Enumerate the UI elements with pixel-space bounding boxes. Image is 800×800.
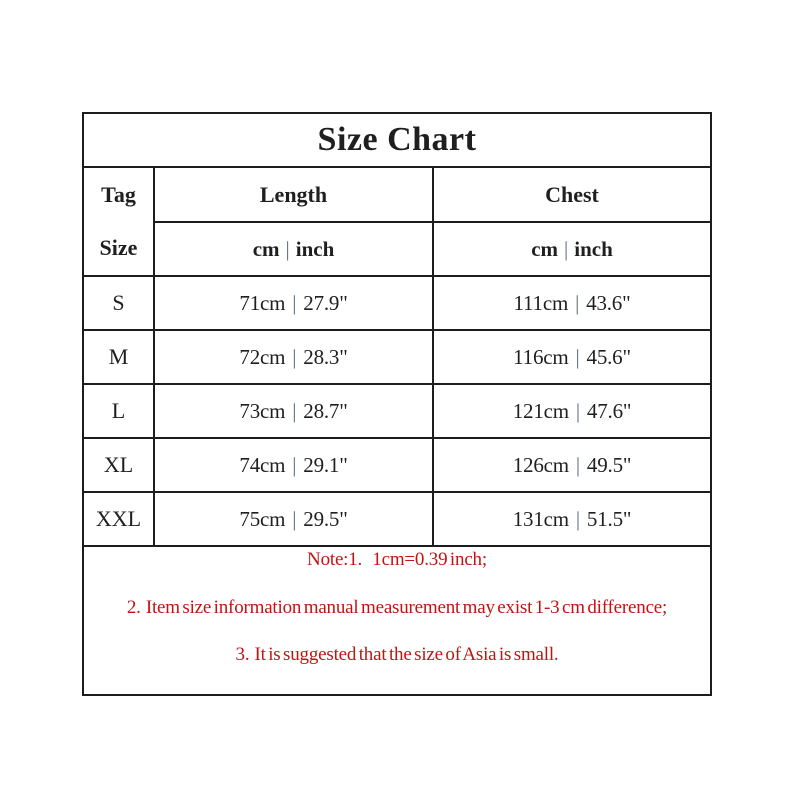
pipe-separator: | xyxy=(564,236,569,261)
length-inch-value: 27.9" xyxy=(303,290,348,315)
length-cm-value: 72cm xyxy=(239,344,286,369)
length-value-cell xyxy=(154,276,433,330)
table-row-m xyxy=(83,330,711,384)
notes-section xyxy=(83,546,711,695)
chest-inch-value: 47.6" xyxy=(586,398,632,423)
unit-header-row xyxy=(83,222,711,276)
pipe-separator: | xyxy=(292,344,297,369)
length-unit-header xyxy=(154,222,433,276)
length-value-cell xyxy=(154,438,433,492)
chest-column-header: Chest xyxy=(433,167,711,222)
size-label-cell: XXL xyxy=(83,492,154,546)
size-label-cell: M xyxy=(83,330,154,384)
length-inch-value: 29.1" xyxy=(303,452,348,477)
pipe-separator: | xyxy=(575,344,580,369)
note-line-1: Note:1. 1cm=0.39 inch; xyxy=(307,548,487,570)
chest-inch-value: 51.5" xyxy=(586,506,632,531)
length-inch-value: 28.7" xyxy=(303,398,348,423)
length-cm-value: 73cm xyxy=(239,398,286,423)
length-value-cell xyxy=(154,384,433,438)
pipe-separator: | xyxy=(292,452,297,477)
chest-cm-value: 121cm xyxy=(512,398,569,423)
notes-row xyxy=(83,546,711,695)
chest-value-cell xyxy=(433,384,711,438)
size-chart-title: Size Chart xyxy=(83,113,711,167)
size-label-cell: S xyxy=(83,276,154,330)
unit-inch-label: inch xyxy=(295,236,335,261)
length-inch-value: 29.5" xyxy=(303,506,348,531)
table-row-xl xyxy=(83,438,711,492)
length-column-header: Length xyxy=(154,167,433,222)
chest-inch-value: 49.5" xyxy=(586,452,632,477)
chest-cm-value: 126cm xyxy=(512,452,569,477)
pipe-separator: | xyxy=(292,290,297,315)
tag-size-header-cell xyxy=(83,167,154,276)
pipe-separator: | xyxy=(292,398,297,423)
chest-inch-value: 43.6" xyxy=(586,290,631,315)
size-label-cell: L xyxy=(83,384,154,438)
pipe-separator: | xyxy=(285,236,290,261)
chest-value-cell xyxy=(433,330,711,384)
pipe-separator: | xyxy=(575,506,580,531)
unit-inch-label: inch xyxy=(574,236,613,261)
pipe-separator: | xyxy=(292,506,297,531)
note-line-2: 2. Item size information manual measurement may exist 1-3 cm difference; xyxy=(126,596,668,618)
length-value-cell xyxy=(154,492,433,546)
chest-cm-value: 111cm xyxy=(513,290,569,315)
pipe-separator: | xyxy=(575,290,580,315)
size-label: Size xyxy=(99,235,138,261)
length-cm-value: 74cm xyxy=(239,452,286,477)
pipe-separator: | xyxy=(575,452,580,477)
length-inch-value: 28.3" xyxy=(303,344,348,369)
chest-cm-value: 131cm xyxy=(512,506,569,531)
column-header-row xyxy=(83,167,711,222)
length-value-cell xyxy=(154,330,433,384)
length-cm-value: 75cm xyxy=(239,506,286,531)
table-row-s xyxy=(83,276,711,330)
size-label-cell: XL xyxy=(83,438,154,492)
note-line-3: 3. It is suggested that the size of Asia is small. xyxy=(235,644,559,666)
chest-value-cell xyxy=(433,492,711,546)
unit-cm-label: cm xyxy=(531,236,559,261)
chest-cm-value: 116cm xyxy=(513,344,569,369)
size-chart-table xyxy=(82,112,712,696)
tag-label: Tag xyxy=(101,181,136,207)
chest-unit-header xyxy=(433,222,711,276)
unit-cm-label: cm xyxy=(252,236,280,261)
length-cm-value: 71cm xyxy=(239,290,286,315)
chest-value-cell xyxy=(433,438,711,492)
table-row-l xyxy=(83,384,711,438)
table-row-xxl xyxy=(83,492,711,546)
chest-value-cell xyxy=(433,276,711,330)
title-row xyxy=(83,113,711,167)
pipe-separator: | xyxy=(575,398,580,423)
chest-inch-value: 45.6" xyxy=(586,344,631,369)
